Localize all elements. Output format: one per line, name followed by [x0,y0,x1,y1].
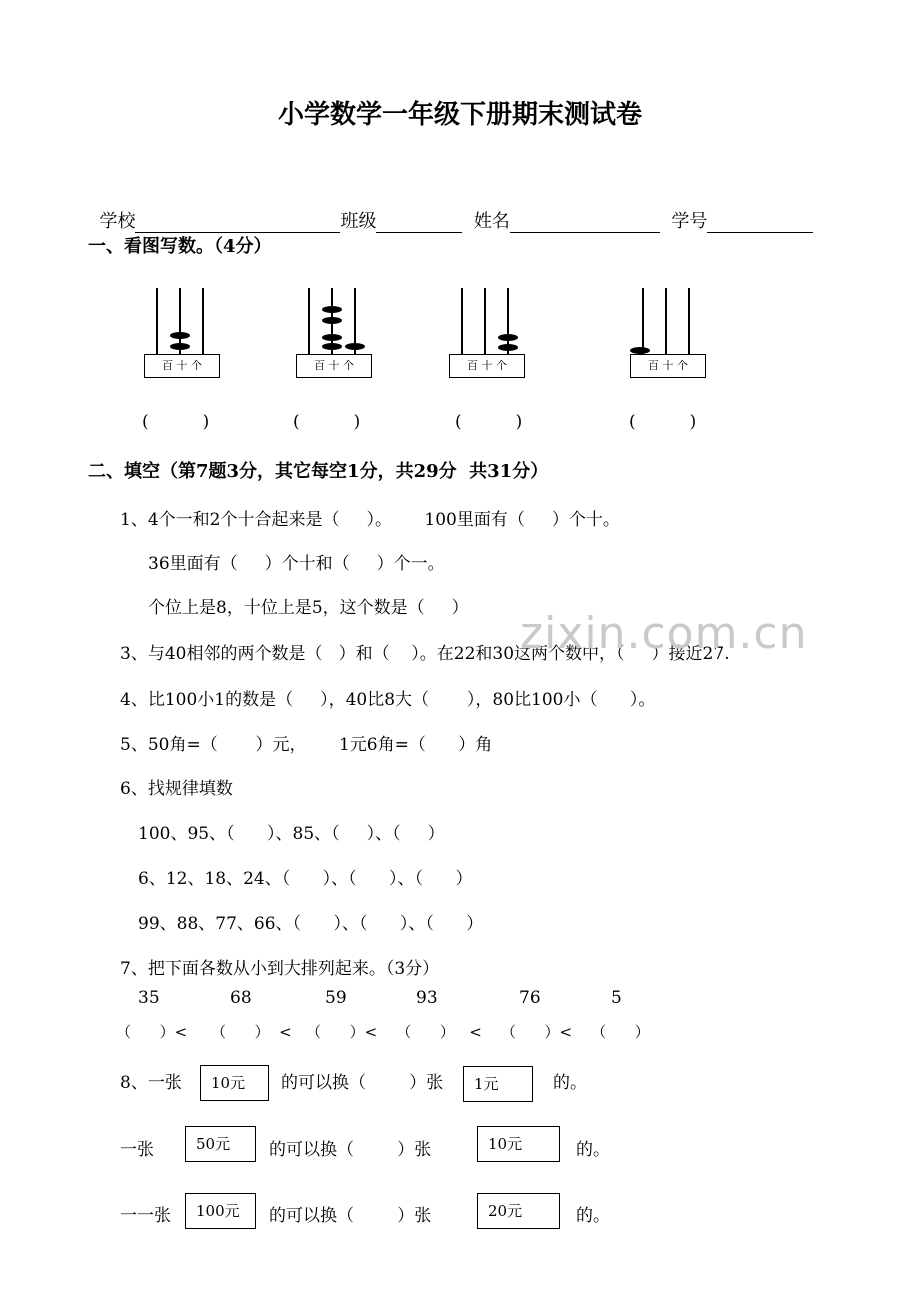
question-1a: 1、4个一和2个十合起来是（ ）。 100里面有（ ）个十。 [120,510,620,530]
question-4: 4、比100小1的数是（ ），40比8大（ ），80比100小（ ）。 [120,690,656,710]
q7-order-line: （ ）< （ ） < （ ）< （ ） < （ ）< （ ） [116,1023,650,1041]
answer-4[interactable]: ( ) [629,412,697,432]
bead [170,332,190,339]
abacus-base: 百 十 个 [630,354,706,378]
question-6c: 99、88、77、66、（ ）、（ ）、（ ） [138,914,484,934]
number-label: 学号 [671,211,708,232]
info-line [88,186,813,233]
section1-heading: 一、看图写数。（4分） [88,236,272,257]
name-label: 姓名 [473,211,510,232]
rod-tens [484,288,486,354]
q7-number: 68 [230,988,252,1008]
abacus-base: 百 十 个 [296,354,372,378]
q7-number: 76 [519,988,541,1008]
question-1b: 36里面有（ ）个十和（ ）个一。 [148,554,445,574]
q7-number: 5 [611,988,622,1008]
q7-number: 93 [416,988,438,1008]
banknote-10-yuan: 10元 [477,1126,560,1162]
banknote-20-yuan: 20元 [477,1193,560,1229]
class-field[interactable] [376,212,462,233]
abacus-2 [296,288,386,388]
rod-hundreds [308,288,310,354]
bead [322,343,342,350]
question-3: 3、与40相邻的两个数是（ ）和（ ）。在22和30这两个数中，（ ）接近27. [120,644,730,664]
rod-hundreds [156,288,158,354]
question-1c: 个位上是8，十位上是5，这个数是（ ） [148,598,469,618]
rod-ones [688,288,690,354]
abacus-1 [144,288,234,388]
watermark: zixin.com.cn [520,608,808,659]
bead [322,306,342,313]
banknote-1-yuan: 1元 [463,1066,533,1102]
q8-row3-prefix: 一一张 [120,1206,171,1226]
name-field[interactable] [510,212,660,233]
answer-2[interactable]: ( ) [293,412,361,432]
bead [322,334,342,341]
banknote-50-yuan: 50元 [185,1126,256,1162]
q7-number: 35 [138,988,160,1008]
abacus-base: 百 十 个 [144,354,220,378]
rod-tens [665,288,667,354]
q8-row1-prefix: 8、一张 [120,1073,182,1093]
class-label: 班级 [340,211,377,232]
abacus-base: 百 十 个 [449,354,525,378]
rod-hundreds [642,288,644,354]
page-title: 小学数学一年级下册期末测试卷 [277,100,642,130]
school-field[interactable] [135,212,340,233]
banknote-100-yuan: 100元 [185,1193,256,1229]
q8-row3-suffix: 的。 [576,1206,610,1226]
question-6a: 100、95、（ ）、85、（ ）、（ ） [138,824,445,844]
q8-row2-suffix: 的。 [576,1140,610,1160]
question-6b: 6、12、18、24、（ ）、（ ）、（ ） [138,869,473,889]
q7-number: 59 [325,988,347,1008]
bead [322,317,342,324]
abacus-3 [449,288,539,388]
bead [498,334,518,341]
banknote-10-yuan: 10元 [200,1065,269,1101]
rod-hundreds [461,288,463,354]
bead [345,343,365,350]
rod-ones [202,288,204,354]
q8-row3-middle: 的可以换（ ）张 [269,1206,432,1226]
question-7: 7、把下面各数从小到大排列起来。（3分） [120,959,440,979]
question-6: 6、找规律填数 [120,779,233,799]
section2-heading: 二、填空（第7题3分，其它每空1分，共29分 共31分） [88,461,549,482]
q8-row1-middle: 的可以换（ ）张 [281,1073,444,1093]
question-5: 5、50角=（ ）元， 1元6角=（ ）角 [120,735,493,755]
number-field[interactable] [707,212,813,233]
q8-row1-suffix: 的。 [553,1073,587,1093]
q8-row2-prefix: 一张 [120,1140,154,1160]
answer-3[interactable]: ( ) [455,412,523,432]
q8-row2-middle: 的可以换（ ）张 [269,1140,432,1160]
bead [630,347,650,354]
school-label: 学校 [99,211,136,232]
bead [170,343,190,350]
abacus-4 [630,288,720,388]
answer-1[interactable]: ( ) [142,412,210,432]
bead [498,344,518,351]
